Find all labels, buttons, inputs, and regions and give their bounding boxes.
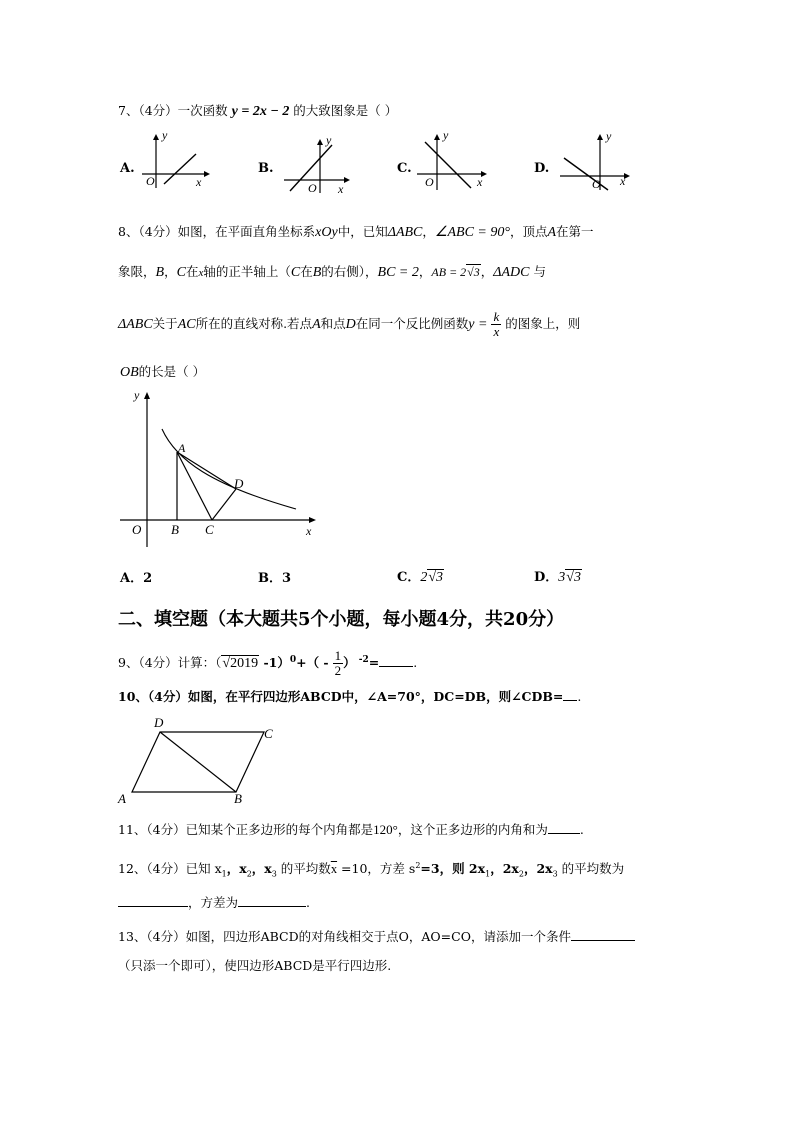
q7-a-o: O xyxy=(146,174,155,188)
q8-math: A xyxy=(547,225,557,240)
q7-d-x: x xyxy=(620,174,626,188)
q12-text: . xyxy=(306,895,310,910)
q8-math: ΔABC xyxy=(118,317,153,332)
q12-text: =3，则 2x xyxy=(420,861,486,877)
q9-text: = xyxy=(368,655,380,671)
q7-option-c-label: C. xyxy=(397,161,412,176)
q8-fig-o: O xyxy=(132,522,142,537)
q8-frac-den: x xyxy=(493,324,500,339)
q12-text: ，x xyxy=(251,861,272,877)
q8-math: xOy xyxy=(315,225,338,240)
q9-frac-num: 1 xyxy=(334,648,342,664)
q7-stem xyxy=(118,103,397,120)
q7-graph-a xyxy=(140,130,212,190)
q12-text: =10，方差 s xyxy=(337,861,416,877)
q8-text: 所在的直线对称.若点 xyxy=(195,316,313,331)
q8-root: 3 xyxy=(473,265,480,279)
q7-d-o: O xyxy=(592,177,601,191)
q7-formula: y = 2x − 2 xyxy=(231,104,290,119)
q12-mean-blank[interactable] xyxy=(118,894,188,907)
q8-math: ΔADC xyxy=(493,265,530,280)
q8-math: B xyxy=(155,265,165,280)
q8-fig-y: y xyxy=(134,388,140,402)
q10 xyxy=(118,688,581,705)
q12-text: 12、（4分）已知 x xyxy=(118,861,222,877)
q13-line2 xyxy=(118,958,391,974)
q7-option-a-label: A. xyxy=(120,161,135,176)
q8-math: OB xyxy=(120,365,139,380)
q9-sup: -2 xyxy=(355,655,369,665)
q8-text: 与 xyxy=(529,264,546,279)
q13-answer-blank[interactable] xyxy=(571,928,635,941)
q8-text: 8、（4分）如图，在平面直角坐标系 xyxy=(118,224,316,239)
q7-b-o: O xyxy=(308,181,317,195)
q8-text: 在同一个反比例函数 xyxy=(355,316,469,331)
q8-text: 在 xyxy=(300,264,313,279)
q8-text: 关于 xyxy=(152,316,178,331)
q12-text: 的平均数 xyxy=(276,861,331,877)
q8-text: 在第一 xyxy=(556,224,594,239)
q8-option-d-coef: 3 xyxy=(558,570,566,585)
q12-sub: 3 xyxy=(552,869,558,879)
q9-text: +（ - xyxy=(296,655,329,671)
q8-text: 轴的正半轴上（ xyxy=(203,264,291,279)
q10-fig-c: C xyxy=(264,726,273,741)
q12-line2 xyxy=(118,894,310,911)
q8-line4 xyxy=(120,364,205,381)
q8-math: C xyxy=(290,265,301,280)
q9 xyxy=(118,640,417,684)
q7-d-y: y xyxy=(606,130,612,143)
q7-suffix: 的大致图象是（ ） xyxy=(289,103,398,118)
q9-text: . xyxy=(413,655,418,671)
q8-text: ， xyxy=(480,264,494,279)
q9-answer-blank[interactable] xyxy=(379,654,413,667)
q8-math: D xyxy=(345,317,356,332)
q7-option-b-label: B. xyxy=(258,161,274,176)
q9-sqrt: √2019 xyxy=(222,656,259,672)
q9-text: -1） xyxy=(259,655,290,671)
q11-text: 11、（4分）已知某个正多边形的每个内角都是 xyxy=(118,822,374,837)
q8-math: ∠ABC = 90° xyxy=(434,225,510,240)
q8-figure xyxy=(116,385,326,550)
q8-math: A xyxy=(312,317,321,332)
q8-text: 象限， xyxy=(118,264,156,279)
q7-a-x: x xyxy=(196,175,202,189)
q7-c-y: y xyxy=(443,130,449,142)
q7-a-y: y xyxy=(162,130,168,142)
q8-math: B xyxy=(312,265,322,280)
q12-xbar: $\overline{x}$ xyxy=(330,862,338,877)
q8-text: 的图象上，则 xyxy=(505,316,581,331)
q12-text: ，方差为 xyxy=(188,895,239,910)
q7-option-d-label: D. xyxy=(534,161,550,176)
q12-sub: 1 xyxy=(485,869,491,879)
q8-option-b: B．3 xyxy=(258,571,292,586)
q8-text: ，顶点 xyxy=(509,224,548,239)
q8-text: 中，已知 xyxy=(337,224,388,239)
q7-b-x: x xyxy=(338,182,344,195)
q8-math: AC xyxy=(177,317,196,332)
q12-text: ，2x xyxy=(523,861,553,877)
q8-line3 xyxy=(118,302,580,347)
q8-fraction xyxy=(491,310,501,339)
q9-frac-den: 2 xyxy=(334,663,342,679)
q13-text: 13、（4分）如图，四边形ABCD的对角线相交于点O，AO=CO，请添加一个条件 xyxy=(118,929,571,944)
q8-text: 的长是（ ） xyxy=(138,364,206,379)
q8-option-c-root: 3 xyxy=(436,570,444,585)
q11-text: . xyxy=(579,822,584,837)
q8-frac-num: k xyxy=(493,309,500,324)
q12-sub: 3 xyxy=(271,869,277,879)
q8-math: ΔABC xyxy=(387,225,423,240)
q10-figure xyxy=(116,712,286,808)
q12-text: ，x xyxy=(226,861,247,877)
q11-answer-blank[interactable] xyxy=(548,821,580,834)
q8-text: 和点 xyxy=(320,316,346,331)
q9-text: ） xyxy=(343,655,356,671)
q10-text: 10、（4分）如图，在平行四边形ABCD中，∠A=70°，DC=DB，则∠CDB= xyxy=(118,689,564,704)
q8-text: 在 xyxy=(185,264,199,279)
q7-c-x: x xyxy=(477,175,483,189)
q12-variance-blank[interactable] xyxy=(238,894,306,907)
q8-fig-b: B xyxy=(171,522,179,537)
q9-root: 2019 xyxy=(230,656,259,672)
q7-graph-b xyxy=(282,135,354,195)
q7-b-y: y xyxy=(326,135,332,147)
q8-math: BC = 2 xyxy=(377,265,419,280)
q9-sup: 0 xyxy=(289,655,297,665)
q10-fig-d: D xyxy=(154,715,164,730)
q7-graph-d xyxy=(558,130,634,192)
q8-fig-a: A xyxy=(178,441,186,455)
q8-option-c-label: C． xyxy=(397,570,421,585)
q8-option-d-label: D． xyxy=(534,570,559,585)
q10-fig-a: A xyxy=(118,791,126,806)
q12-text: 的平均数为 xyxy=(557,861,625,877)
q8-option-d-root: 3 xyxy=(573,570,581,585)
q11 xyxy=(118,821,584,838)
q12-sub: 2 xyxy=(246,869,252,879)
q9-text: 9、（4分）计算：（ xyxy=(118,655,222,671)
q8-text: ， xyxy=(422,224,435,239)
q10-fig-b: B xyxy=(234,791,242,806)
q8-math: C xyxy=(176,265,186,280)
q8-text: ， xyxy=(418,264,432,279)
q12-text: ，2x xyxy=(490,861,519,877)
q8-sqrt: √3 xyxy=(467,265,480,279)
q7-prefix: 7、（4分）一次函数 xyxy=(118,103,232,118)
q8-option-d xyxy=(534,566,582,586)
q10-text: . xyxy=(577,689,582,704)
q12-line1 xyxy=(118,858,624,883)
q10-answer-blank[interactable] xyxy=(563,688,577,701)
q8-math: y = xyxy=(468,317,488,332)
q8-text: 的右侧）， xyxy=(321,264,378,279)
q8-line2 xyxy=(118,264,546,281)
q7-c-o: O xyxy=(425,175,434,189)
q9-fraction xyxy=(333,649,344,678)
q8-fig-c: C xyxy=(205,522,214,537)
q8-option-d-sqrt: √3 xyxy=(566,570,581,585)
q8-line1 xyxy=(118,224,594,241)
q8-option-c xyxy=(397,566,444,586)
q8-text: ， xyxy=(164,264,177,279)
q8-math: x xyxy=(198,267,204,279)
q12-sub: 1 xyxy=(221,869,227,879)
q12-sup: 2 xyxy=(415,861,421,870)
q8-fig-x: x xyxy=(306,524,312,538)
q8-math: AB = 2 xyxy=(431,265,467,279)
q13-line1 xyxy=(118,928,635,945)
q8-option-c-coef: 2 xyxy=(420,570,428,585)
q8-option-c-sqrt: √3 xyxy=(428,570,444,585)
q13-text: （只添一个即可），使四边形ABCD是平行四边形. xyxy=(118,958,392,973)
q7-graph-c xyxy=(415,130,491,192)
q8-option-a: A．2 xyxy=(120,571,153,586)
q11-angle: 120° xyxy=(373,822,398,837)
section-heading: 二、填空题（本大题共5个小题，每小题4分，共20分） xyxy=(118,609,565,630)
q11-text: ，这个正多边形的内角和为 xyxy=(397,822,548,837)
q12-sub: 2 xyxy=(518,869,524,879)
q8-fig-d: D xyxy=(234,476,244,491)
